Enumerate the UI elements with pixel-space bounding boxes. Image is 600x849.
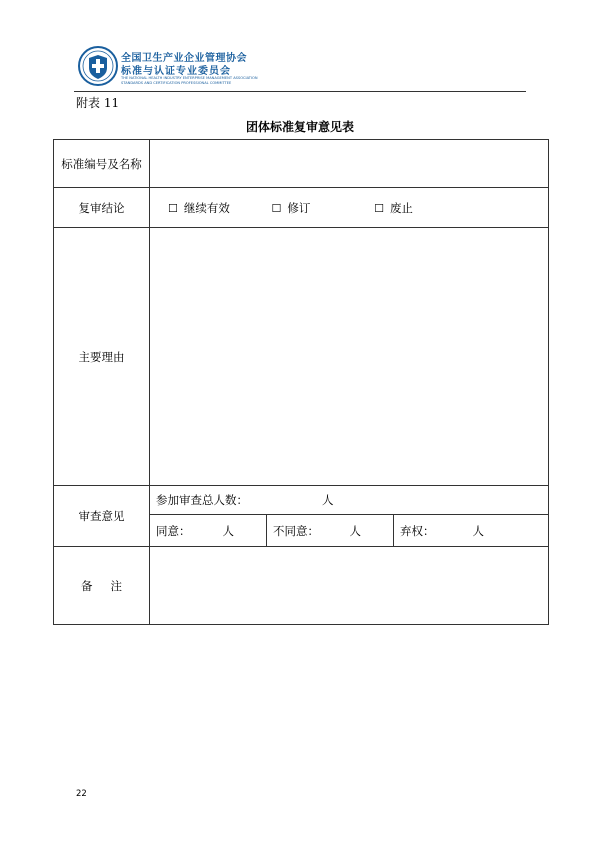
review-opinion-label: 审查意见 [54,486,150,547]
checkbox-icon[interactable]: ☐ [374,201,384,215]
remarks-text-area[interactable] [150,547,549,625]
standard-row [54,140,549,188]
abstain-field[interactable] [394,515,549,547]
abstain-label: 弃权： [400,523,435,538]
checkbox-icon[interactable]: ☐ [168,201,178,215]
participants-field[interactable] [150,486,549,515]
agree-unit: 人 [222,523,234,538]
abstain-unit: 人 [472,523,485,538]
standard-label: 标准编号及名称 [54,140,150,188]
org-name-cn-line2: 标准与认证专业委员会 [121,66,231,77]
option-revise-label: 修订 [287,200,311,215]
option-abolish-label: 废止 [389,200,413,215]
page-number: 22 [76,789,87,799]
option-abolish[interactable] [374,200,413,216]
disagree-unit: 人 [349,523,361,538]
option-revise[interactable] [272,200,311,216]
reason-row [54,228,549,486]
participants-unit: 人 [322,493,334,507]
shield-cross-icon [78,46,118,86]
option-continue-label: 继续有效 [183,200,230,215]
remarks-char-2: 注 [110,578,122,593]
standard-value-field[interactable] [150,140,549,188]
conclusion-row [54,188,549,228]
agree-field[interactable] [150,515,267,547]
reason-text-area[interactable] [150,228,549,486]
appendix-label: 附表 11 [76,96,120,110]
header-divider [74,91,526,92]
disagree-label: 不同意： [273,523,319,538]
org-name-en-line2: STANDARDS AND CERTIFICATION PROFESSIONAL COMMITTEE [121,81,232,85]
reason-label: 主要理由 [54,228,150,486]
org-name-en-line1: THE NATIONAL HEALTH INDUSTRY ENTERPRISE MANAGEMENT ASSOCIATION [121,76,258,80]
org-name-cn-line1: 全国卫生产业企业管理协会 [121,53,247,64]
option-continue[interactable] [168,200,230,216]
checkbox-icon[interactable]: ☐ [271,201,282,215]
participants-label: 参加审查总人数： [156,493,248,507]
review-form-table [53,139,549,625]
agree-label: 同意： [156,523,191,538]
disagree-field[interactable] [267,515,394,547]
review-participants-row [54,486,549,515]
remarks-char-1: 备 [81,578,93,593]
form-title: 团体标准复审意见表 [245,120,354,134]
conclusion-label: 复审结论 [54,188,150,228]
remarks-label [54,547,150,625]
remarks-row [54,547,549,625]
